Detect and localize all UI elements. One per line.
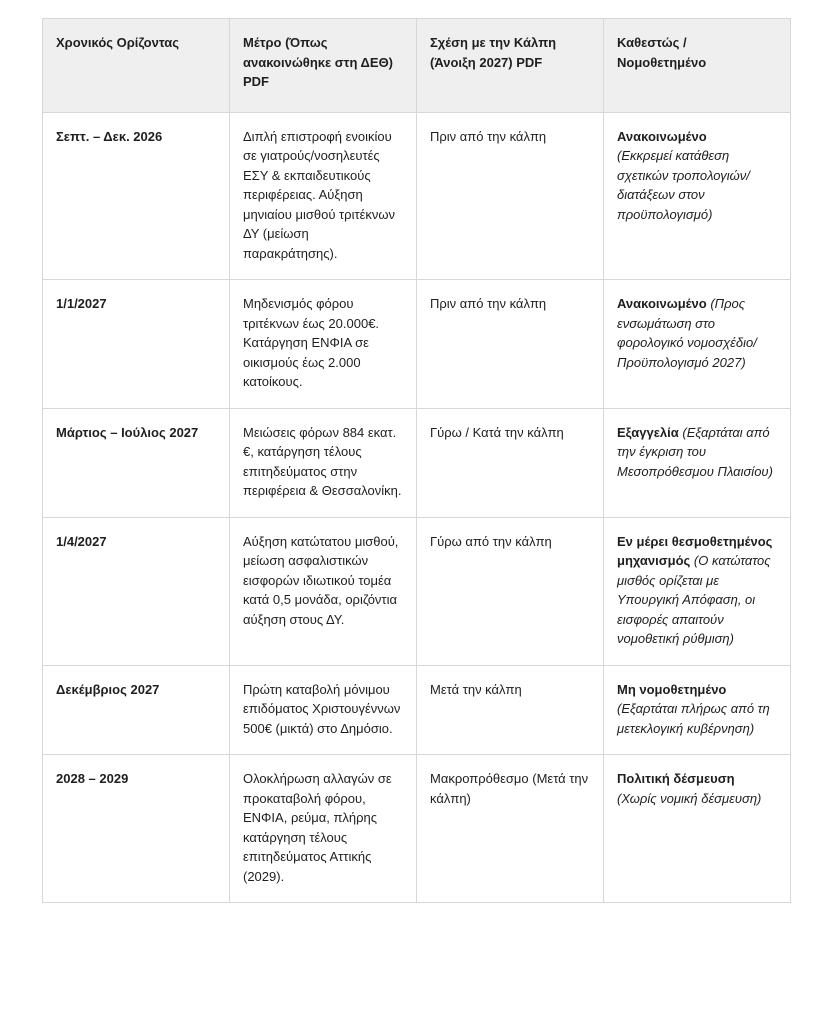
table-row (43, 755, 791, 903)
status-note: (Εκκρεμεί κατάθεση σχετικών τροπολογιών/διατάξεων στον προϋπολογισμό) (617, 148, 750, 222)
cell-horizon: Σεπτ. – Δεκ. 2026 (43, 112, 230, 280)
status-title: Ανακοινωμένο (617, 128, 707, 144)
cell-measure: Μειώσεις φόρων 884 εκατ. €, κατάργηση τέλους επιτηδεύματος στην περιφέρεια & Θεσσαλονίκη. (230, 408, 417, 517)
measures-table (42, 18, 791, 903)
cell-relation: Μακροπρόθεσμο (Μετά την κάλπη) (417, 755, 604, 903)
cell-horizon: 1/4/2027 (43, 517, 230, 665)
header-status: Καθεστώς / Νομοθετημένο (604, 19, 791, 113)
cell-measure: Μηδενισμός φόρου τριτέκνων έως 20.000€. Κατάργηση ΕΝΦΙΑ σε οικισμούς έως 2.000 κατοίκους. (230, 280, 417, 409)
cell-relation: Γύρω από την κάλπη (417, 517, 604, 665)
header-horizon: Χρονικός Ορίζοντας (43, 19, 230, 113)
cell-status (604, 665, 791, 755)
cell-measure: Αύξηση κατώτατου μισθού, μείωση ασφαλιστικών εισφορών ιδιωτικού τομέα κατά 0,5 μονάδα, οριζόντια αύξηση στους ΔΥ. (230, 517, 417, 665)
status-title: Μη νομοθετημένο (617, 681, 727, 697)
cell-status (604, 408, 791, 517)
table-row (43, 517, 791, 665)
cell-relation: Πριν από την κάλπη (417, 280, 604, 409)
cell-measure: Ολοκλήρωση αλλαγών σε προκαταβολή φόρου, ΕΝΦΙΑ, ρεύμα, πλήρης κατάργηση τέλους επιτηδεύματος Αττικής (2029). (230, 755, 417, 903)
cell-relation: Μετά την κάλπη (417, 665, 604, 755)
status-title: Εξαγγελία (617, 424, 679, 440)
status-note: (Ο κατώτατος μισθός ορίζεται με Υπουργική Απόφαση, οι εισφορές απαιτούν νομοθετική ρύθμιση) (617, 553, 771, 646)
cell-horizon: Δεκέμβριος 2027 (43, 665, 230, 755)
cell-status (604, 755, 791, 903)
cell-horizon: 1/1/2027 (43, 280, 230, 409)
table-row (43, 665, 791, 755)
header-measure: Μέτρο (Όπως ανακοινώθηκε στη ΔΕΘ) PDF (230, 19, 417, 113)
cell-status (604, 112, 791, 280)
status-title: Ανακοινωμένο (617, 296, 707, 311)
table-row (43, 112, 791, 280)
cell-status (604, 517, 791, 665)
table-row (43, 408, 791, 517)
status-note: (Προς ενσωμάτωση στο φορολογικό νομοσχέδιο/Προϋπολογισμό 2027) (617, 296, 757, 370)
status-title: Εν μέρει θεσμοθετημένος μηχανισμός (617, 533, 773, 568)
table-header-row (43, 19, 791, 113)
cell-relation: Γύρω / Κατά την κάλπη (417, 408, 604, 517)
status-note: (Εξαρτάται από την έγκριση του Μεσοπρόθεσμου Πλαισίου) (617, 424, 773, 479)
table-row (43, 280, 791, 409)
measures-table-container (42, 18, 790, 903)
status-note: (Χωρίς νομική δέσμευση) (617, 790, 762, 806)
header-relation: Σχέση με την Κάλπη (Άνοιξη 2027) PDF (417, 19, 604, 113)
cell-status (604, 280, 791, 409)
cell-measure: Πρώτη καταβολή μόνιμου επιδόματος Χριστουγέννων 500€ (μικτά) στο Δημόσιο. (230, 665, 417, 755)
status-note: (Εξαρτάται πλήρως από τη μετεκλογική κυβέρνηση) (617, 701, 770, 736)
cell-measure: Διπλή επιστροφή ενοικίου σε γιατρούς/νοσηλευτές ΕΣΥ & εκπαιδευτικούς περιφέρειας. Αύξηση μηνιαίου μισθού τριτέκνων ΔΥ (μείωση παρακράτησης). (230, 112, 417, 280)
cell-horizon: Μάρτιος – Ιούλιος 2027 (43, 408, 230, 517)
status-title: Πολιτική δέσμευση (617, 771, 735, 786)
cell-relation: Πριν από την κάλπη (417, 112, 604, 280)
cell-horizon: 2028 – 2029 (43, 755, 230, 903)
